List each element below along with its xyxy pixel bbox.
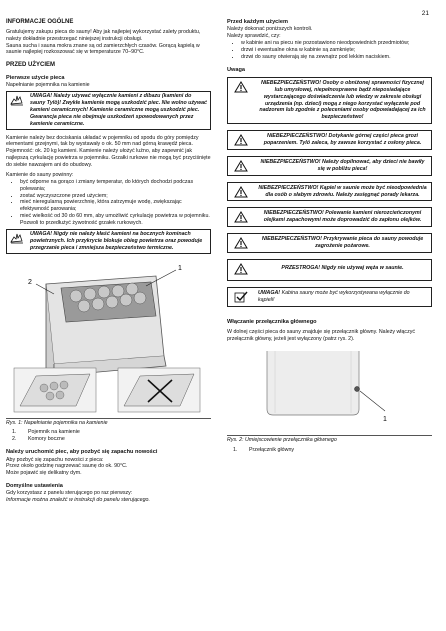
warning-triangle-icon [228, 260, 254, 275]
before-use-title: PRZED UŻYCIEM [6, 62, 56, 69]
fig1-item: 1. Pojemnik na kamienie [12, 429, 80, 436]
start-title: Należy uruchomić piec, aby pozbyć się zapachu nowości [6, 449, 158, 456]
switch-title: Włączanie przełącznika głównego [227, 318, 317, 325]
note-box [227, 287, 432, 307]
warning-triangle-icon [228, 208, 254, 223]
note-text: Kabina sauny może być wykorzystywana wyłącznie do kąpieli! [258, 289, 410, 303]
danger-box: NIEBEZPIECZEŃSTWO! Przykrywanie pieca do sauny powoduje zagrożenie pożarowe. [227, 233, 432, 253]
hand-warning-icon [7, 92, 27, 106]
fig1-label-2: 2 [28, 278, 32, 286]
note-bold: UWAGA! [258, 289, 281, 296]
defaults-title: Domyślne ustawienia [6, 483, 63, 490]
first-use-title: Pierwsze użycie pieca [6, 75, 65, 82]
warning-text-chimney: UWAGA! Nigdy nie należy kłaść kamieni na bocznych kominach powietrznych. Ich przykrycie blokuje obieg powietrza oraz powoduje przegrzanie pieca i zmniejsza bezpieczeństwo termiczne. [30, 230, 203, 251]
list-item: • być odporne na gorąco i zmiany temperatur, do których dochodzi podczas polewania; [20, 179, 211, 193]
list-item: • mieć nieregularną powierzchnię, która zatrzymuje wodę, zwiększając efektywność parowania; [20, 199, 211, 213]
each-use-title: Przed każdym użyciem [227, 19, 288, 25]
caution-box: PRZESTROGA! Nigdy nie używaj węża w saunie. [227, 259, 432, 281]
fig2-label-1: 1 [383, 415, 387, 423]
list-item: • w kabinie ani na piecu nie pozostawiono nieodpowiednich przedmiotów; [241, 40, 432, 47]
warning-triangle-icon [228, 157, 254, 172]
caution-title: Uwaga [227, 66, 246, 73]
figure-1-illustration [6, 256, 211, 416]
figure-2-illustration [227, 349, 432, 433]
intro-text-2: Sauna sucha i sauna mokra znane są od zamierzchłych czasów. Gorącą kąpielą w saunie najlepiej rozkoszować się w temperaturze 70–90°C. [6, 42, 200, 56]
main-switch-drawing [227, 349, 432, 433]
danger-box: NIEBEZPIECZEŃSTWO! Osoby o obniżonej sprawności fizycznej lub umysłowej, niepełnosprawne bądź nieposiadające wystarczającego doświadczenia lub wiedzy w zakresie obsługi urządzenia (np. dzieci) mogą z niego korzystać wyłącznie pod nadzorem lub zgodnie z poleceniami osoby odpowiadającej za ich bezpieczeństwo! [227, 77, 432, 124]
danger-box: NIEBEZPIECZEŃSTWO! Należy dopilnować, aby dzieci nie bawiły się w pobliżu pieca! [227, 156, 432, 176]
warning-box-stones [6, 91, 211, 129]
start-text-1: Aby pozbyć się zapachu nowości z pieca: [6, 456, 104, 463]
list-item: • mieć wielkość od 30 do 60 mm, aby umożliwić cyrkulację powietrza w pojemniku. Pozwoli to przedłużyć żywotność grzałek rurkowych. [20, 213, 211, 227]
each-use-list [227, 40, 432, 61]
list-item: • zostać wyczyszczone przed użyciem; [20, 193, 211, 200]
list-item: • drzwi do sauny otwierają się na zewnątrz pod lekkim naciskiem. [241, 54, 432, 61]
figure-2-caption: Rys. 2: Umiejscowienie przełącznika głównego [227, 435, 432, 444]
list-item: • drzwi i ewentualne okna w kabinie są zamknięte; [241, 47, 432, 54]
danger-box-stack [227, 77, 432, 307]
danger-box: NIEBEZPIECZEŃSTWO! Dotykanie górnej części pieca grozi poparzeniem. Tylö zaleca, by zawsze korzystać z osłony pieca. [227, 130, 432, 150]
left-column [6, 19, 211, 504]
defaults-text-1: Gdy korzystasz z panelu sterującego po raz pierwszy: [6, 490, 133, 497]
start-text-2: Przez około godzinę nagrzewać saunę do ok. 90°C. [6, 463, 128, 470]
fill-text: Napełnianie pojemnika na kamienie [6, 82, 90, 89]
warning-text-stones: UWAGA! Należy używać wyłącznie kamieni z dibazu (kamieni do sauny Tylö)! Zwykłe kamienie mogą uszkodzić piec. Nie wolno używać kamieni ceramicznych! Kamienie ceramiczne mogą uszkodzić piec. Gwarancja pieca nie obejmuje uszkodzeń spowodowanych przez kamienie ceramiczne. [30, 93, 208, 127]
each-use-text-2: Należy sprawdzić, czy: [227, 33, 281, 40]
stones-should-title: Kamienie do sauny powinny: [6, 171, 74, 178]
start-text-3: Może pojawić się delikatny dym. [6, 470, 82, 477]
stones-list [6, 179, 211, 227]
each-use-text-1: Należy dokonać poniższych kontroli. [227, 26, 313, 33]
stones-text: Kamienie należy bez dociskania układać w pojemniku od spodu do góry pomiędzy elementami grzejnymi, tak by wystawały o ok. 50 mm nad górną krawędź pieca. Pojemność: ok. 20 kg kamieni. Kamienie należy ułożyć luźno, aby zapewnić jak najlepszą cyrkulację powietrza w pojemniku. Grzałki rurkowe nie mogą być przyciśnięte do siebie nawzajem ani do obudowy. [6, 134, 211, 169]
figure-1-caption: Rys. 1: Napełnianie pojemnika na kamienie [6, 418, 211, 427]
hand-warning-icon [7, 230, 27, 244]
page-number: 21 [421, 10, 429, 17]
checkmark-icon [228, 288, 254, 303]
intro-text: Gratulujemy zakupu pieca do sauny! Aby jak najlepiej wykorzystać zalety produktu, należy dokładnie przestrzegać niniejszej instrukcji obsługi. [6, 28, 201, 42]
warning-triangle-icon [228, 234, 254, 249]
danger-box: NIEBEZPIECZEŃSTWO! Kąpiel w saunie może być nieodpowiednia dla osób o słabym zdrowiu. Należy zasięgnąć porady lekarza. [227, 182, 432, 202]
warning-triangle-icon [228, 78, 254, 93]
switch-text: W dolnej części pieca do sauny znajduje się przełącznik główny. Należy włączyć przełącznik główny, jeżeli jest wyłączony (patrz rys. 2). [227, 328, 416, 342]
fig1-item: 2. Komory boczne [12, 436, 65, 443]
intro-title: INFORMACJE OGÓLNE [6, 19, 74, 25]
fig2-item: 1. Przełącznik główny [233, 446, 295, 453]
warning-triangle-icon [228, 131, 254, 146]
sauna-heater-drawing [6, 256, 211, 416]
warning-triangle-icon [228, 183, 254, 198]
fig1-label-1: 1 [178, 264, 182, 272]
right-column [227, 19, 432, 453]
defaults-text-2: Informacje można znaleźć w instrukcji do panelu sterującego. [6, 497, 150, 504]
danger-box: NIEBEZPIECZEŃSTWO! Polewanie kamieni nierozcieńczonymi olejkami zapachowymi może doprowadzić do zapłonu olejków. [227, 207, 432, 227]
warning-box-chimney [6, 229, 211, 254]
